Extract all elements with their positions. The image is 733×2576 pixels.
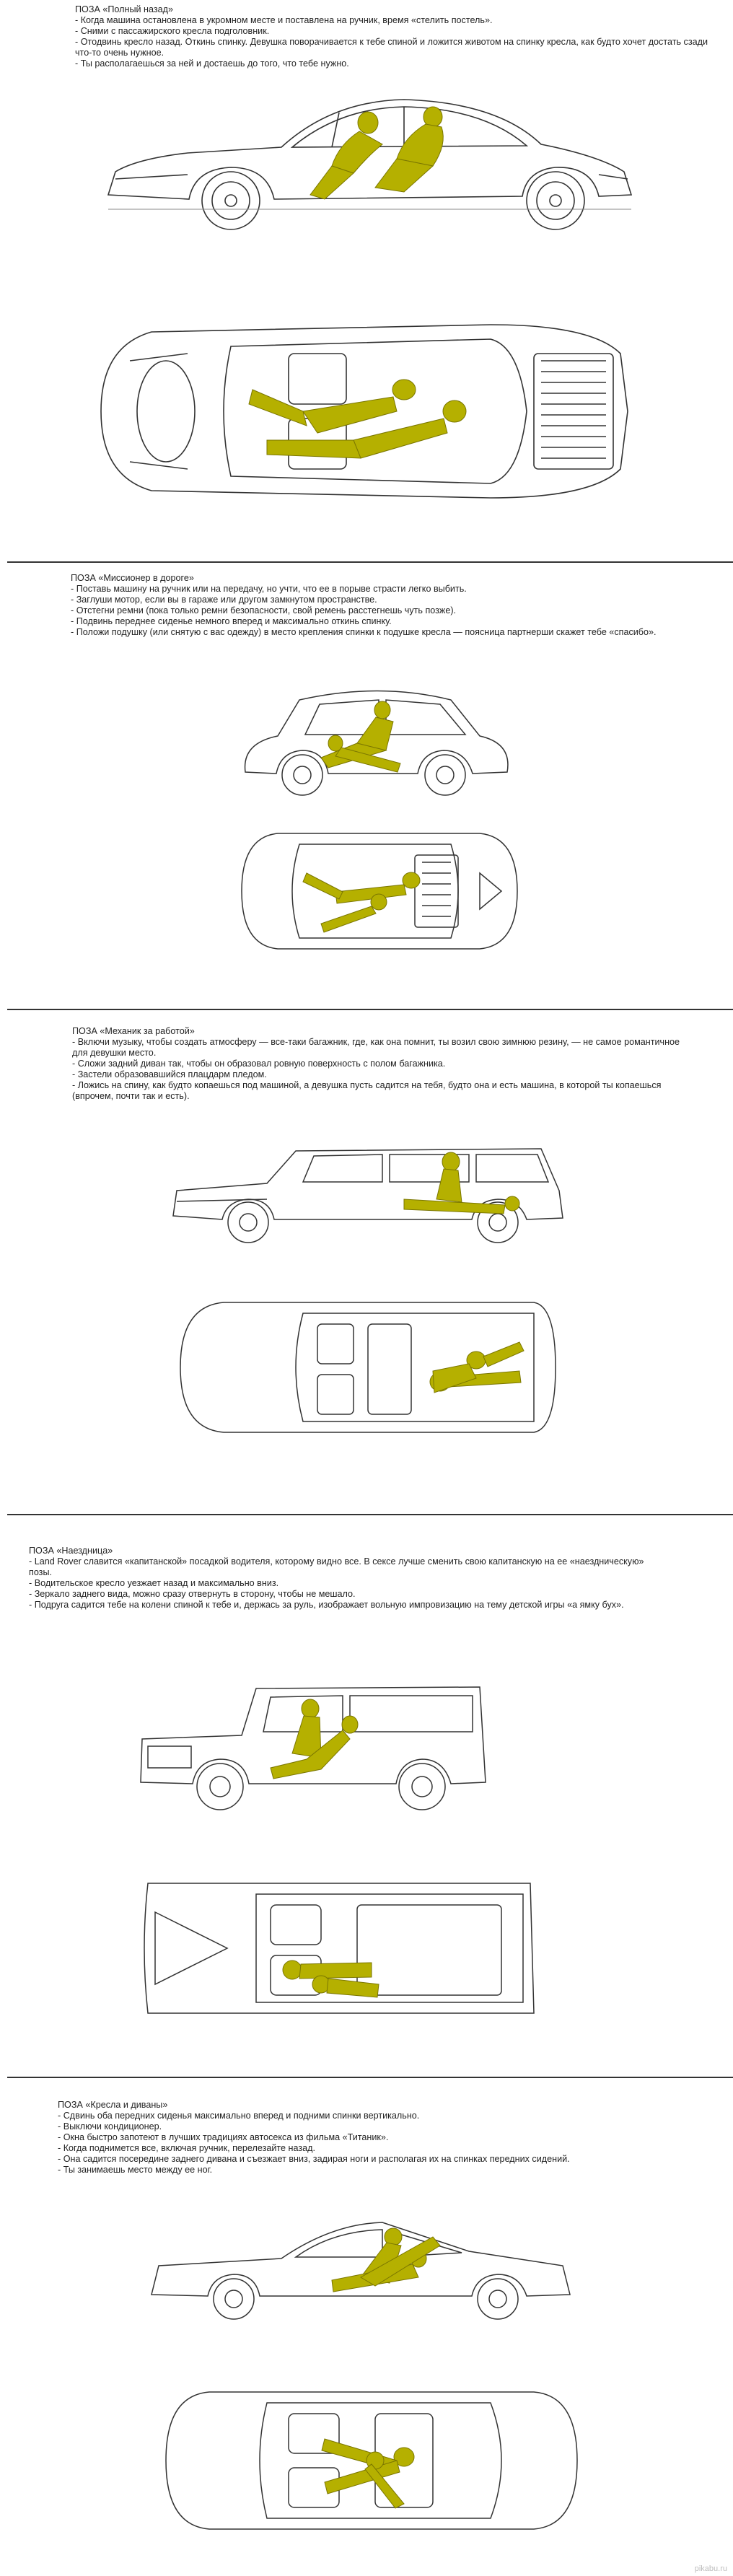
section-full-back [0, 0, 733, 563]
car-top-view-illustration [173, 1292, 563, 1443]
car-top-view-illustration [234, 823, 523, 960]
figures-illustration [310, 107, 443, 199]
instruction-line: - Когда машина остановлена в укромном месте и поставлена на ручник, время «стелить постель». [75, 15, 493, 25]
figures-illustration [332, 2228, 440, 2292]
section-text [72, 1026, 693, 1102]
figures-illustration [322, 2439, 414, 2508]
instruction-line: - Окна быстро запотеют в лучших традициях автосекса из фильма «Титаник». [58, 2132, 389, 2142]
figures-illustration [271, 1699, 358, 1779]
instruction-line: - Сними с пассажирского кресла подголовник. [75, 26, 270, 36]
section-text [29, 1546, 649, 1611]
figures-illustration [283, 1961, 379, 1997]
section-text [75, 4, 724, 69]
section-seats-and-sofas [0, 2078, 733, 2576]
instruction-line: - Поставь машину на ручник или на передачу, но учти, что ее в порыве страсти легко выбить. [71, 584, 467, 594]
car-top-view-illustration [141, 1869, 545, 2028]
car-side-view-illustration [144, 2208, 577, 2338]
section-title: ПОЗА «Механик за работой» [72, 1026, 195, 1036]
instruction-line: - Land Rover славится «капитанской» посадкой водителя, которому видно все. В сексе лучше сменить свою капитанскую на ее «наездническую» позы. [29, 1556, 644, 1577]
car-side-view-illustration [234, 678, 516, 812]
car-side-view-illustration [133, 1674, 494, 1826]
instruction-line: - Заглуши мотор, если вы в гараже или другом замкнутом пространстве. [71, 595, 377, 605]
section-rider [0, 1515, 733, 2078]
section-title: ПОЗА «Миссионер в дороге» [71, 573, 194, 583]
figures-illustration [249, 380, 466, 458]
car-top-view-illustration [87, 303, 649, 520]
instruction-line: - Ты занимаешь место между ее ног. [58, 2165, 213, 2175]
instruction-line: - Отстегни ремни (пока только ремни безопасности, свой ремень расстегнешь чуть позже). [71, 605, 457, 615]
section-text [71, 573, 691, 638]
instruction-line: - Сдвинь оба передних сиденья максимально вперед и подними спинки вертикально. [58, 2111, 420, 2121]
instruction-line: - Отодвинь кресло назад. Откинь спинку. Девушка поворачивается к тебе спиной и ложится животом на спинку кресла, как будто хочет достать сзади что-то очень нужное. [75, 37, 708, 58]
instruction-line: - Положи подушку (или снятую с вас одежду) в место крепления спинки к подушке кресла — поясница партнерши скажет тебе «спасибо». [71, 627, 657, 637]
figures-illustration [404, 1152, 519, 1214]
figures-illustration [430, 1342, 524, 1393]
instruction-line: - Сложи задний диван так, чтобы он образовал ровную поверхность с полом багажника. [72, 1059, 446, 1069]
section-title: ПОЗА «Полный назад» [75, 4, 173, 14]
instruction-line: - Когда поднимется все, включая ручник, перелезайте назад. [58, 2143, 315, 2153]
instruction-line: - Ложись на спину, как будто копаешься под машиной, а девушка пусть садится на тебя, будто она и есть машина, в которой ты копаешься (впрочем, почти так и есть). [72, 1080, 662, 1101]
section-title: ПОЗА «Кресла и диваны» [58, 2100, 168, 2110]
section-missionary-on-road [0, 563, 733, 1010]
section-title: ПОЗА «Наездница» [29, 1546, 113, 1556]
instruction-line: - Подвинь переднее сиденье немного вперед и максимально откинь спинку. [71, 616, 392, 626]
instruction-line: - Выключи кондиционер. [58, 2121, 162, 2132]
instruction-line: - Она садится посередине заднего дивана и съезжает вниз, задирая ноги и располагая их на спинках передних сидений. [58, 2154, 570, 2164]
instruction-line: - Ты располагаешься за ней и достаешь до того, что тебе нужно. [75, 58, 349, 69]
car-top-view-illustration [159, 2381, 584, 2540]
figures-illustration [303, 872, 420, 932]
instruction-line: - Включи музыку, чтобы создать атмосферу — все-таки багажник, где, как она помнит, ты возил свою зимнюю резину, — не самое романтичное для девушки место. [72, 1037, 680, 1058]
car-side-view-illustration [94, 87, 642, 238]
instruction-line: - Застели образовавшийся плацдарм пледом. [72, 1069, 267, 1079]
section-text [58, 2100, 693, 2176]
car-side-view-illustration [166, 1133, 570, 1259]
figures-illustration [321, 701, 400, 772]
instruction-line: - Водительское кресло уезжает назад и максимально вниз. [29, 1578, 279, 1588]
instruction-line: - Зеркало заднего вида, можно сразу отвернуть в сторону, чтобы не мешало. [29, 1589, 356, 1599]
instruction-line: - Подруга садится тебе на колени спиной к тебе и, держась за руль, изображает вольную импровизацию на тему детской игры «а ямку бух». [29, 1600, 624, 1610]
section-mechanic-at-work [0, 1010, 733, 1515]
watermark: pikabu.ru [694, 2564, 727, 2573]
